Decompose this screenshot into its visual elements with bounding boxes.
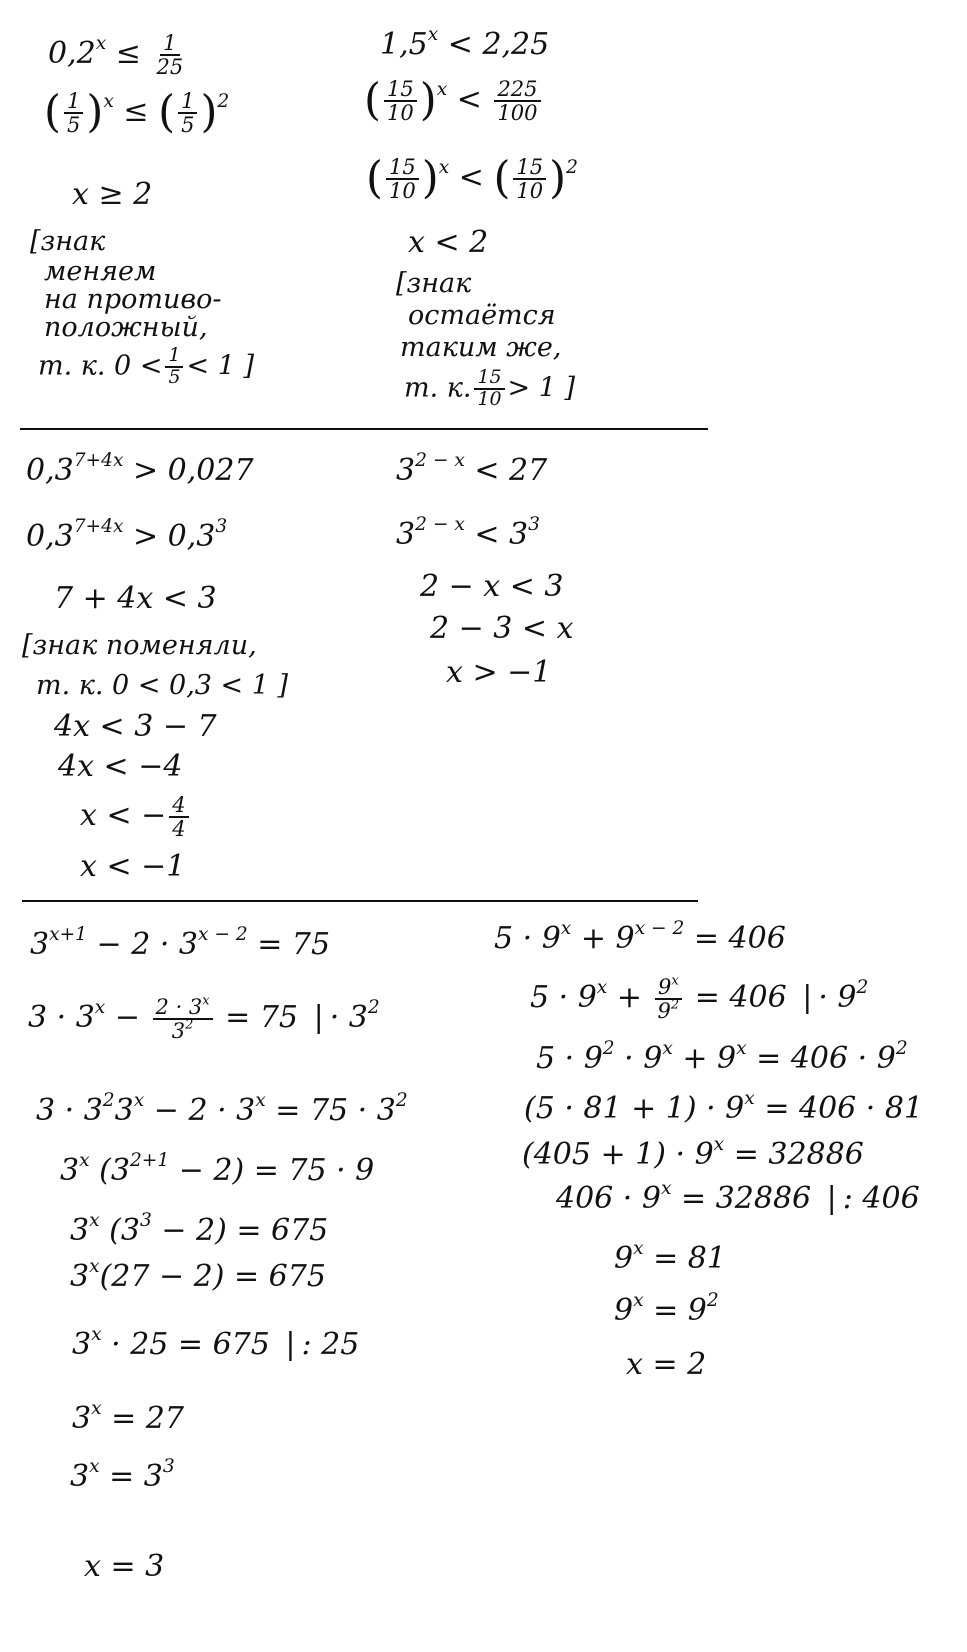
p1-relation: ≤	[115, 36, 141, 72]
p1-answer: x ≥ 2	[72, 177, 153, 212]
p1-fraction: $\frac{1}{25}$	[156, 31, 184, 80]
p1-line-1	[48, 32, 189, 78]
p5-line-2: $3 \cdot 3^x$ − $\frac{2 \cdot 3^x}{3^2}$ = 75 | · $3^2$	[28, 993, 380, 1044]
p1-line-2: ( $\frac{1}{5}$ )$^x$ ≤ ( $\frac{1}{5}$ )$^2$	[44, 87, 230, 138]
p2-note-4: т. к. $\frac{15}{10}$ > 1 ]	[404, 366, 576, 410]
p5-answer: x = 3	[84, 1549, 165, 1584]
p3-note-1: [знак поменяли,	[22, 630, 257, 661]
p5-line-1: $3^{x+1} - 2 \cdot 3^{x - 2} = 75$	[30, 924, 331, 962]
p6-line-2: $5 \cdot 9^x$ + $\frac{9^x}{9^2}$ = 406 | · $9^2$	[530, 973, 869, 1024]
p1-note-3: на противо-	[44, 284, 222, 315]
p4-line-1: $3^{2 - x} < 27$	[396, 450, 548, 488]
p3-line-3: 7 + 4x < 3	[54, 581, 217, 616]
p3-line-2: $0,3^{7+4x} > 0,3^3$	[26, 516, 228, 554]
section-divider-1	[20, 428, 708, 430]
p1-exponent: x	[95, 33, 107, 55]
p2-note-1: [знак	[396, 268, 472, 299]
section-divider-2	[22, 900, 698, 902]
p6-line-5: $(405 + 1) \cdot 9^x = 32886$	[522, 1134, 864, 1172]
p6-line-6: $406 \cdot 9^x = 32886$ | : 406	[556, 1178, 920, 1216]
p6-line-3: $5 \cdot 9^2 \cdot 9^x + 9^x = 406 \cdot 9^2$	[536, 1038, 908, 1076]
p2-line-3: ( $\frac{15}{10}$ )$^x$ < ( $\frac{15}{10}$ )$^2$	[366, 153, 578, 204]
p1-fraction-right: $\frac{1}{5}$	[178, 90, 197, 136]
p4-line-3: 2 − x < 3	[420, 569, 564, 604]
p5-line-6: $3^x(27 - 2) = 675$	[70, 1256, 326, 1294]
p3-line-4: 4x < 3 − 7	[54, 709, 217, 744]
p1-fraction-left: $\frac{1}{5}$	[64, 90, 83, 136]
p3-line-1: $0,3^{7+4x} > 0,027$	[26, 450, 254, 488]
p3-note-2: т. к. 0 < 0,3 < 1 ]	[36, 670, 289, 701]
p3-answer: x < −1	[80, 849, 186, 884]
p1-note-1: [знак	[30, 226, 106, 257]
p3-line-6: x < − $\frac{4}{4}$	[80, 794, 192, 840]
p1-note-5: т. к. 0 < $\frac{1}{5}$ < 1 ]	[38, 344, 254, 388]
p5-line-5: 3$^x$ $(3^3 - 2) = 675$	[70, 1210, 329, 1248]
p5-line-3: $3 \cdot 3^23^x - 2 \cdot 3^x = 75 \cdot 3^2$	[36, 1090, 408, 1128]
p2-answer: x < 2	[408, 225, 489, 260]
p2-note-2: остаётся	[408, 300, 556, 331]
p5-line-7: $3^x \cdot 25 = 675$ | : 25	[72, 1324, 360, 1362]
p1-note-4: положный,	[44, 312, 208, 343]
p5-line-9: $3^x = 3^3$	[70, 1456, 175, 1494]
p1-base: 0,2	[48, 36, 96, 72]
p3-line-5: 4x < −4	[58, 749, 183, 784]
p6-line-1: $5 \cdot 9^x + 9^{x - 2} = 406$	[494, 918, 786, 956]
p5-line-8: $3^x = 27$	[72, 1398, 184, 1436]
p4-answer: x > −1	[446, 655, 552, 690]
p6-line-7: $9^x = 81$	[614, 1238, 726, 1276]
p5-line-4: 3$^x$ $(3^{2+1} - 2) = 75 \cdot 9$	[60, 1150, 375, 1188]
p6-line-4: $(5 \cdot 81 + 1) \cdot 9^x = 406 \cdot 81$	[524, 1088, 924, 1126]
p2-note-3: таким же,	[400, 332, 562, 363]
p4-line-4: 2 − 3 < x	[430, 611, 574, 646]
p6-answer: x = 2	[626, 1347, 707, 1382]
p2-line-2: ( $\frac{15}{10}$ )$^x$ < $\frac{225}{100}$	[364, 78, 544, 124]
p6-line-8: $9^x = 9^2$	[614, 1290, 719, 1328]
p4-line-2: $3^{2 - x} < 3^3$	[396, 514, 540, 552]
p1-note-2: меняем	[44, 256, 157, 287]
p2-line-1: 1,5$^x$ < 2,25	[380, 24, 550, 62]
